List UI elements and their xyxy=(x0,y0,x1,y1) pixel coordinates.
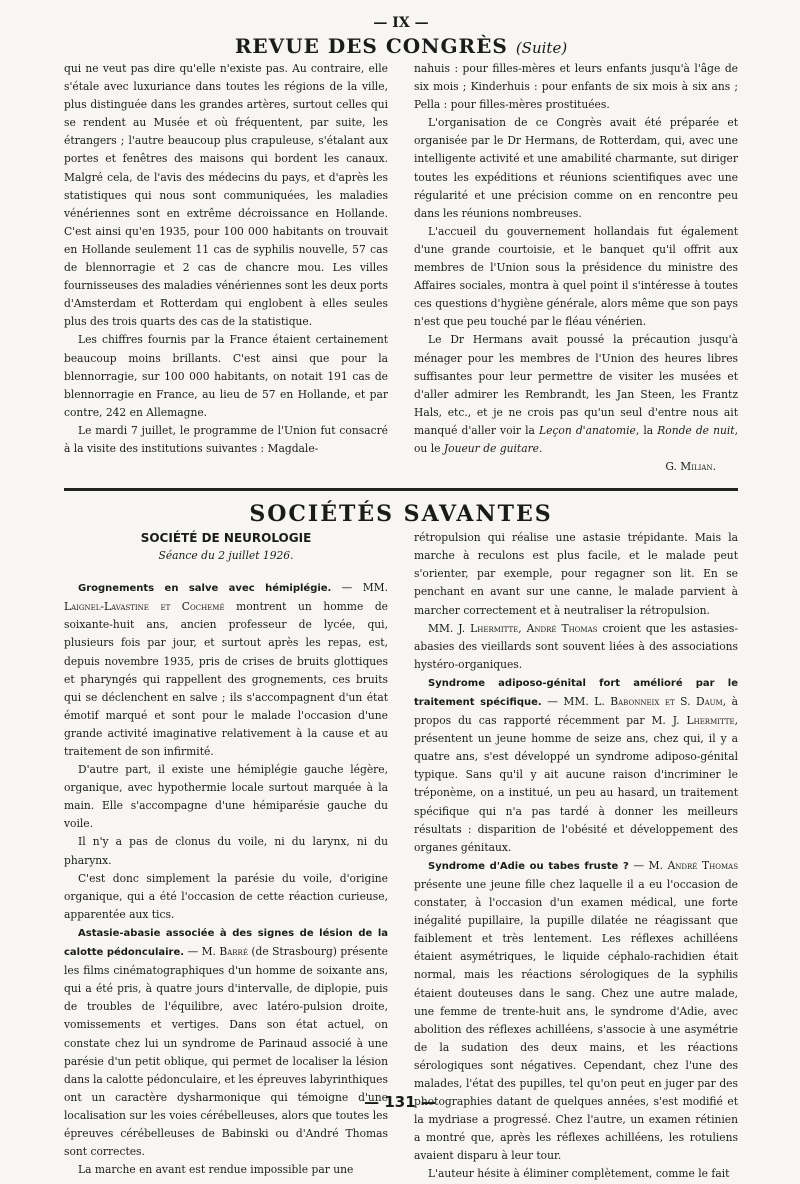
paragraph: L'auteur hésite à éliminer complètement, comme le fait xyxy=(428,1167,730,1181)
suite-label: (Suite) xyxy=(515,39,568,57)
societes-columns xyxy=(64,529,738,1183)
painting-title: Ronde de nuit xyxy=(657,423,735,437)
communication: Syndrome d'Adie ou tabes fruste ? — M. André Thomas présente une jeune fille chez laquelle il a eu l'occasion de constater, à l'occasion d'un examen médical, une forte inégalité pupillaire, la pupille dilatée ne réagissant que faiblement et très lentement. Les réflexes achilléens étaient asymétriques, le liquide céphalo-rachidien était normal, mais les réactions sérologiques de la syphilis étaient douteuses dans le sang. Chez une autre malade, une femme de trente-huit ans, le syndrome d'Adie, avec abolition des réflexes achilléens, s'associe à une asymétrie de la sudation des deux mains, et les réactions sérologiques sont négatives. Cependant, chez l'une des malades, l'état des pupilles, tel qu'on peut en juger par des photographies datant de quelques années, s'est modifié et la mydriase a progressé. Chez l'autre, un examen rétinien a montré que, après les réflexes achilléens, les rotuliens avaient disparu à leur tour. xyxy=(414,858,738,1163)
authors: André Thomas xyxy=(667,858,738,872)
revue-paragraph: qui ne veut pas dire qu'elle n'existe pas. Au contraire, elle s'étale avec luxuriance dans toutes les régions de la ville, plus distinguée dans les grandes artères, surtout celles qui se rendent au Musée et où fréquentent, par suite, les étrangers ; l'autre beaucoup plus crapuleuse, s'étalant aux portes et fenêtres des maisons qui bordent les canaux. Malgré cela, de l'avis des médecins du pays, et d'après les statistiques qui nous sont communiquées, les maladies vénériennes sont en extrême décroissance en Hollande. C'est ainsi qu'en 1935, pour 100 000 habitants on trouvait en Hollande seulement 11 cas de syphilis nouvelle, 57 cas de blennorragie et 2 cas de chancre mou. Les villes fournisseuses des maladies vénériennes sont les deux ports d'Amsterdam et Rotterdam qui englobent à elles seules plus des trois quarts des cas de la statistique. xyxy=(64,62,388,329)
paragraph: La marche en avant est rendue impossible par une xyxy=(78,1163,354,1177)
society-name: SOCIÉTÉ DE NEUROLOGIE xyxy=(140,531,312,546)
revue-paragraph: nahuis : pour filles-mères et leurs enfants jusqu'à l'âge de six mois ; Kinderhuis : pour enfants de six mois à six ans ; Pella : pour filles-mères prostituées. xyxy=(414,62,738,112)
communication-title: Grognements en salve avec hémiplégie. xyxy=(78,583,332,595)
authors: J. Lhermitte xyxy=(672,714,735,728)
paragraph: rétropulsion qui réalise une astasie trépidante. Mais la marche à reculons est plus facile, et le malade peut s'orienter, par exemple, pour regagner son lit. En se penchant en avant sur une canne, le malade parvient à marcher correctement et à neutraliser la rétropulsion. xyxy=(414,531,738,617)
roman-page-number: — IX — xyxy=(373,15,429,31)
revue-paragraph: Le Dr Hermans avait poussé la précaution jusqu'à ménager pour les membres de l'Union des heures libres suffisantes pour leur permettre de visiter les musées et d'aller admirer les Rembrandt, les Jan Steen, les Frantz Hals, etc., et je ne crois pas qu'un seul d'entre nous ait manqué d'aller voir la Leçon d'anatomie, la Ronde de nuit, ou le Joueur de guitare. xyxy=(414,333,738,455)
paragraph: MM. J. Lhermitte, André Thomas croient que les astasies-abasies des vieillards sont souvent liées à des associations hystéro-organiques. xyxy=(414,621,738,671)
communication: Syndrome adiposo-génital fort amélioré par le traitement spécifique. — MM. L. Babonneix et S. Daum, à propos du cas rapporté récemment par M. J. Lhermitte, présentent un jeune homme de seize ans, chez qui, il y a quatre ans, s'est développé un syndrome adiposo-génital typique. Sans qu'il y ait aucune raison d'incriminer le tréponème, on a institué, un peu au hasard, un traitement spécifique qui n'a pas tardé à donner les meilleurs résultats : disparition de l'obésité et développement des organes génitaux. xyxy=(414,677,738,854)
authors: L. Babonneix et S. Daum xyxy=(594,695,723,708)
revue-columns xyxy=(64,60,738,476)
painting-title: Joueur de guitare xyxy=(443,441,539,455)
authors: Laignel-Lavastine et Cochemé xyxy=(64,600,225,614)
communication: Astasie-abasie associée à des signes de lésion de la calotte pédonculaire. — M. Barré (de Strasbourg) présente les films cinématographiques d'un homme de soixante ans, qui a été pris, à quatre jours d'intervalle, de diplopie, puis de troubles de l'équilibre, avec latéro-pulsion droite, vomissements et vertiges. Dans son état actuel, on constate chez lui un syndrome de Parinaud associé à une parésie d'un petit oblique, qui permet de localiser la lésion dans la calotte pédonculaire, et les épreuves labyrinthiques ont un caractère dysharmonique qui témoigne d'une localisation sur les voies cérébelleuses, alors que toutes les épreuves cérébelleuses de Babinski ou d'André Thomas sont correctes. xyxy=(64,927,388,1159)
societes-left-column xyxy=(64,529,388,1183)
author-signature: G. Milian. xyxy=(665,460,716,474)
paragraph: Il n'y a pas de clonus du voile, ni du larynx, ni du pharynx. xyxy=(64,835,388,867)
section-title-societes: SOCIÉTÉS SAVANTES xyxy=(249,501,553,528)
societes-right-column xyxy=(414,529,738,1183)
communication-title: Astasie-abasie associée à des signes de lésion de la calotte pédonculaire. xyxy=(64,927,388,959)
authors: J. Lhermitte, André Thomas xyxy=(458,621,598,635)
revue-paragraph: Le mardi 7 juillet, le programme de l'Union fut consacré à la visite des institutions suivantes : Magdale- xyxy=(64,423,388,455)
revue-paragraph: Les chiffres fournis par la France étaient certainement beaucoup moins brillants. C'est ainsi que pour la blennorragie, sur 100 000 habitants, on notait 191 cas de blennorragie en France, au lieu de 57 en Hollande, et par contre, 242 en Allemagne. xyxy=(64,333,388,419)
paragraph: C'est donc simplement la parésie du voile, d'origine organique, qui a été l'occasion de cette réaction curieuse, apparentée aux tics. xyxy=(64,871,388,921)
painting-title: Leçon d'anatomie xyxy=(539,423,636,437)
paragraph: D'autre part, il existe une hémiplégie gauche légère, organique, avec hypothermie locale surtout marquée à la main. Elle s'accompagne d'une hémiparésie gauche du voile. xyxy=(64,763,388,831)
communication-title: Syndrome d'Adie ou tabes fruste ? xyxy=(428,860,629,872)
communication-title: Syndrome adiposo-génital fort amélioré par le traitement spécifique. xyxy=(414,677,738,708)
revue-paragraph: L'organisation de ce Congrès avait été préparée et organisée par le Dr Hermans, de Rotterdam, qui, avec une intelligente activité et une amabilité charmante, sut diriger toutes les expéditions et réunions scientifiques avec une régularité et une précision comme on en rencontre peu dans les réunions nombreuses. xyxy=(414,116,738,220)
revue-right-column xyxy=(414,60,738,476)
revue-left-column xyxy=(64,60,388,476)
section-divider xyxy=(64,488,738,491)
session-date: Séance du 2 juillet 1926. xyxy=(158,549,294,563)
communication: Grognements en salve avec hémiplégie. — MM. Laignel-Lavastine et Cochemé montrent un homme de soixante-huit ans, ancien professeur de lycée, qui, plusieurs fois par jour, et surtout après les repas, est, depuis novembre 1935, pris de crises de bruits glottiques et pharyngés qui rappellent des grognements, ces bruits qui se déclenchent en salve ; ils s'accompagnent d'un état émotif marqué et sont pour le malade l'occasion d'une grande activité imaginative relativement à la cause et au traitement de son infirmité. xyxy=(64,581,388,758)
section-title-revue: REVUE DES CONGRÈS (Suite) xyxy=(234,34,568,58)
revue-paragraph: L'accueil du gouvernement hollandais fut également d'une grande courtoisie, et le banquet qu'il offrit aux membres de l'Union sous la présidence du ministre des Affaires sociales, montra à quel point il s'intéresse à toutes ces questions d'hygiène générale, alors même que son pays n'est que peu touché par le fléau vénérien. xyxy=(414,224,738,329)
page-number: — 131 — xyxy=(364,1093,436,1111)
authors: Barré xyxy=(219,945,248,959)
